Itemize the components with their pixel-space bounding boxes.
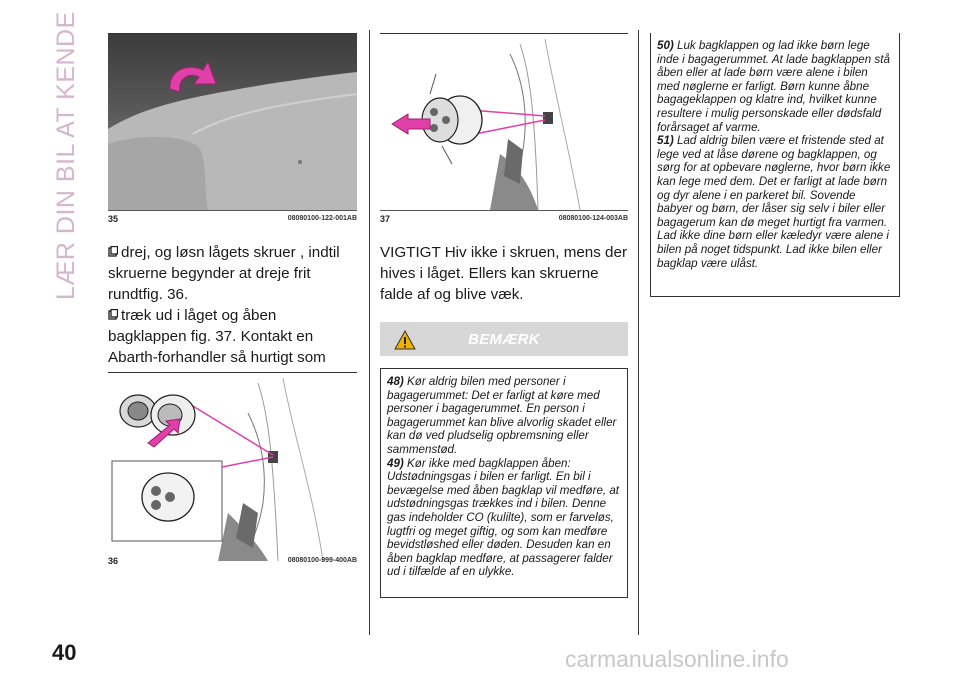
page-number: 40 [52,640,77,665]
figure-36-number: 36 [108,556,119,566]
figure-37-image [380,34,628,210]
bullet-square-icon [108,246,118,258]
warning-title: BEMÆRK [468,331,540,348]
figure-37 [380,33,628,223]
figure-35-image [108,34,357,210]
column-divider-2 [638,30,639,635]
warning-51: 51) Lad aldrig bilen være et fristende sted at lege ved at låse dørene og bagklappen, og sørg for at opbevare nøglerne, hvor børn ikke kan lege med dem. Det er farligt at lade børn og dyr alene i en parkeret bil. Sovende babyer og børn, der låser sig selv i biler eller bagagerum kan dø meget hurtigt fra varmen. Lad ikke dine børn eller kæledyr være alene i bilen på noget tidspunkt. Lad ikke bilen eller bagklap være ulåst. [657,134,891,270]
figure-36-image [108,373,357,561]
instruction-step-1: drej, og løsn lågets skruer , indtil skruerne begynder at dreje frit rundtfig. 36. [108,244,340,303]
warning-box-1 [380,368,628,598]
instruction-step-2: træk ud i låget og åben bagklappen fig. 37. Kontakt en Abarth-forhandler så hurtigt som [108,307,326,366]
figure-35-code: 08080100-122-001AB [287,215,357,222]
section-title: LÆR DIN BIL AT KENDE [52,11,80,300]
warning-49: 49) Kør ikke med bagklappen åben: Udstødningsgas i bilen er farligt. En bil i bevægelse med åben bagklap vil medføre, at udstødningsgas trækkes ind i bilen. Denne gas indeholder CO (kulilte), som er farveløs, lugtfri og meget giftig, og som kan medføre bevidstløshed eller døden. Desuden kan en åben bagklap medføre, at passagerer falder ud i tilfælde af en ulykke. [387,456,620,579]
warning-50: 50) Luk bagklappen og lad ikke børn lege inde i bagagerummet. At lade bagklappen stå åben eller at lade børn være alene i bilen med nøglerne er farligt. Børn kunne åbne bagageklappen og klatre ind, hvilket kunne resultere i mulig personskade eller dødsfald forårsaget af varme. [657,39,890,134]
figure-35 [108,33,357,223]
lock-cap-illustration [142,473,194,521]
figure-35-number: 35 [108,214,119,224]
watermark: carmanualsonline.info [565,646,789,672]
warning-box-2 [650,33,900,297]
column-divider-1 [369,30,370,635]
figure-36 [108,372,357,572]
column-2-text [380,242,630,305]
important-note: VIGTIGT Hiv ikke i skruen, mens der hives i låget. Ellers kan skruerne falde af og blive væk. [380,244,628,303]
bullet-square-icon [108,309,118,321]
figure-37-number: 37 [380,214,391,224]
figure-37-code: 08080100-124-003AB [558,215,628,222]
figure-36-code: 08080100-999-400AB [287,557,357,564]
warning-48: 48) Kør aldrig bilen med personer i bagagerummet: Det er farligt at køre med personer i bagagerummet. En person i bagagerummet kan blive alvorlig skadet eller kan dø ved pludselig opbremsning eller sammenstød. [387,375,617,456]
warning-header [380,322,628,356]
